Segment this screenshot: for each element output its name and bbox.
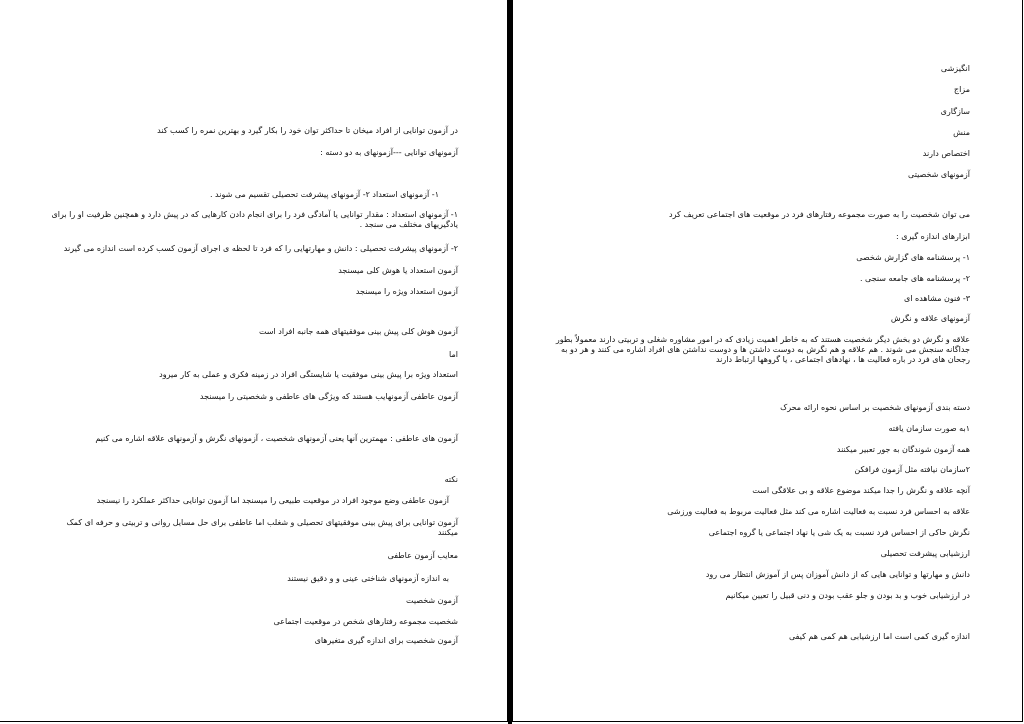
text-line: آزمون استعداد ویژه را میسنجد <box>355 287 458 296</box>
text-line: آزمون عاطفی وضع موجود افراد در موقعیت طبیعی را میسنجد اما آزمون توانایی حداکثر عملکرد را نیسنجد <box>96 496 449 505</box>
text-line: استعداد ویژه برا پیش بینی موفقیت یا شایستگی افراد در زمینه فکری و عملی به کار میرود <box>159 370 458 379</box>
text-line: ۲سازمان نیافته مثل آزمون فرافکن <box>854 465 970 474</box>
text-line: به اندازه آزمونهای شناختی عینی و و دقیق نیستند <box>287 574 449 583</box>
text-line: ابزارهای اندازه گیری : <box>895 232 970 241</box>
text-line: آزمون استعداد یا هوش کلی میسنجد <box>338 266 458 275</box>
text-line: نگرش حاکی از احساس فرد نسبت به یک شی یا نهاد اجتماعی یا گروه اجتماعی <box>708 528 970 537</box>
text-line: منش <box>953 128 970 137</box>
text-line: نکته <box>444 475 458 484</box>
text-line: اما <box>449 350 458 359</box>
text-line: در ارزشیابی خوب و بد بودن و جلو عقب بودن و دنی قبیل را تعیین میکانیم <box>725 591 970 600</box>
text-line: سازگاری <box>940 107 970 116</box>
text-line: اندازه گیری کمی است اما ارزشیابی هم کمی هم کیفی <box>788 632 970 641</box>
text-line: آزمون هوش کلی پیش بینی موفقیتهای همه جانبه افراد است <box>258 327 458 336</box>
text-line: دسته بندی آزمونهای شخصیت بر اساس نحوه ارائه محرک <box>780 403 970 412</box>
text-line: دانش و مهارتها و توانایی هایی که از دانش آموزان پس از آموزش انتظار می رود <box>705 570 970 579</box>
text-line: ۲- آزمونهای پیشرفت تحصیلی : دانش و مهارتهایی را که فرد تا لحظه ی اجرای آزمون کسب کرده است اندازه می گیرند <box>63 244 458 253</box>
text-line: آزمون شخصیت <box>406 596 458 605</box>
right-page <box>512 0 1023 722</box>
text-line: آزمون شخصیت برای اندازه گیری متغیرهای <box>314 636 458 645</box>
text-line: آزمون توانایی برای پیش بینی موفقیتهای تحصیلی و شغلب اما عاطفی برای حل مسایل روانی و تربیتی و حرفه ای کمک میکنند <box>66 518 458 537</box>
text-line: آزمونهای توانایی ---آزمونهای به دو دسته : <box>320 148 458 157</box>
text-line: اختصاص دارند <box>922 149 970 158</box>
text-line: ۱به صورت سازمان یافته <box>888 424 970 433</box>
text-line: ۱- آزمونهای استعداد ۲- آزمونهای پیشرفت تحصیلی تقسیم می شوند . <box>209 190 439 199</box>
text-line: می توان شخصیت را به صورت مجموعه رفتارهای فرد در موقعیت های اجتماعی تعریف کرد <box>669 210 970 219</box>
text-line: ارزشیابی پیشرفت تحصیلی <box>880 549 970 558</box>
text-line: مزاج <box>953 85 970 94</box>
text-line: علاقه و نگرش دو بخش دیگر شخصیت هستند که به خاطر اهمیت زیادی که در امور مشاوره شغلی و تربیتی دارند معمولاً بطور جداگانه سنجش می شوند . هم علاقه و هم نگرش به دوست داشتن ها و دوست نداشتن های افراد اشاره می کنند و هر دو به رجحان های فرد در باره فعالیت ها ، نهادهای اجتماعی ، یا گروهها ارتباط دارند <box>555 335 970 364</box>
text-line: آزمونهای شخصیتی <box>908 170 970 179</box>
text-line: ۳- فنون مشاهده ای <box>903 294 970 303</box>
text-line: آزمون عاطفی آزمونهایب هستند که ویژگی های عاطفی و شخصیتی را میسنجد <box>199 392 458 401</box>
text-line: ۱- آزمونهای استعداد : مقدار توانایی یا آمادگی فرد را برای انجام دادن کارهایی که در پیش دارد و همچنین ظرفیت او را برای یادگیریهای مختلف می سنجد . <box>51 210 458 229</box>
text-line: علاقه به احساس فرد نسبت به فعالیت اشاره می کند مثل فعالیت مربوط به فعالیت ورزشی <box>667 507 970 516</box>
text-line: آزمون های عاطفی : مهمترین آنها یعنی آزمونهای شخصیت ، آزمونهای نگرش و آزمونهای علاقه اشاره می کنیم <box>95 434 458 443</box>
text-line: معایب آزمون عاطفی <box>387 551 458 560</box>
text-line: در آزمون توانایی از افراد میخان تا حداکثر توان خود را بکار گیرد و بهترین نمره را کسب کند <box>157 126 458 135</box>
text-line: همه آزمون شوندگان به جور تعبیر میکنند <box>836 445 970 454</box>
text-line: ۱- پرسشنامه های گزارش شخصی <box>856 253 970 262</box>
text-line: انگیزشی <box>940 64 970 73</box>
text-line: شخصیت مجموعه رفتارهای شخص در موقعیت اجتماعی <box>273 617 458 626</box>
text-line: آنچه علاقه و نگرش را جدا میکند موضوع علاقه و بی علاقگی است <box>752 486 970 495</box>
text-line: ۲- پرسشنامه های جامعه سنجی . <box>859 274 970 283</box>
text-line: آزمونهای علاقه و نگرش <box>890 314 970 323</box>
left-page <box>0 0 508 722</box>
